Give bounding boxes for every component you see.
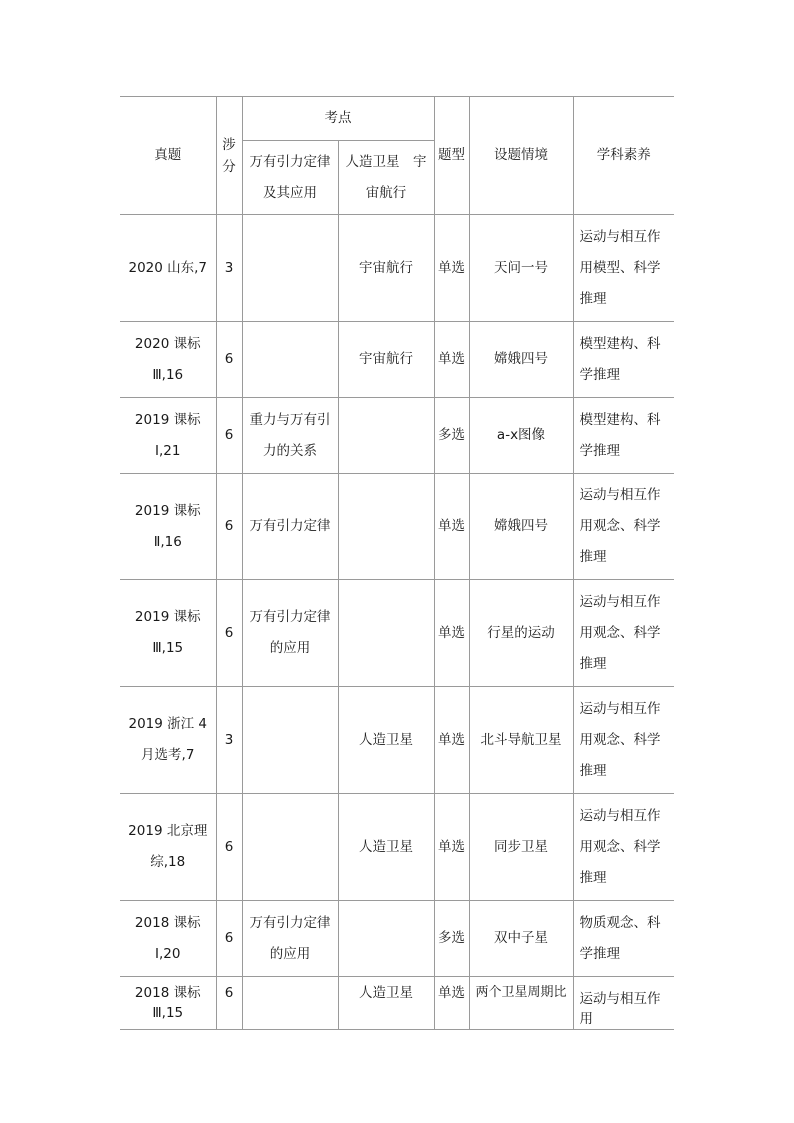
cell-gravity <box>242 794 338 901</box>
cell-score: 6 <box>216 977 242 1030</box>
cell-gravity <box>242 215 338 322</box>
header-question-type: 题型 <box>434 97 469 215</box>
table-row <box>120 580 674 687</box>
cell-score: 6 <box>216 474 242 580</box>
cell-question-type: 单选 <box>434 794 469 901</box>
cell-gravity <box>242 322 338 398</box>
header-scenario: 设题情境 <box>469 97 573 215</box>
table-row <box>120 398 674 474</box>
header-literacy: 学科素养 <box>573 97 674 215</box>
cell-score: 3 <box>216 215 242 322</box>
table-row <box>120 794 674 901</box>
cell-source: 2019 课标Ⅱ,16 <box>120 474 216 580</box>
header-points-group: 考点 <box>242 97 434 141</box>
cell-satellite <box>338 580 434 687</box>
cell-source: 2020 课标Ⅲ,16 <box>120 322 216 398</box>
cell-question-type: 单选 <box>434 977 469 1030</box>
cell-scenario: 嫦娥四号 <box>469 322 573 398</box>
cell-source: 2020 山东,7 <box>120 215 216 322</box>
header-point-gravity: 万有引力定律及其应用 <box>242 141 338 215</box>
cell-scenario: 天问一号 <box>469 215 573 322</box>
table-row <box>120 215 674 322</box>
cell-question-type: 单选 <box>434 322 469 398</box>
table-row <box>120 687 674 794</box>
table-row <box>120 474 674 580</box>
cell-satellite: 人造卫星 <box>338 687 434 794</box>
cell-satellite <box>338 398 434 474</box>
cell-scenario: 两个卫星周期比 <box>469 977 573 1030</box>
cell-scenario: 北斗导航卫星 <box>469 687 573 794</box>
cell-source: 2018 课标Ⅰ,20 <box>120 901 216 977</box>
cell-literacy: 运动与相互作用模型、科学推理 <box>573 215 674 322</box>
exam-analysis-table <box>120 96 674 1030</box>
cell-source: 2019 课标Ⅰ,21 <box>120 398 216 474</box>
header-source: 真题 <box>120 97 216 215</box>
cell-literacy: 运动与相互作用观念、科学推理 <box>573 687 674 794</box>
cell-source: 2019 课标Ⅲ,15 <box>120 580 216 687</box>
cell-gravity <box>242 977 338 1030</box>
cell-gravity: 万有引力定律的应用 <box>242 580 338 687</box>
cell-literacy: 运动与相互作用观念、科学推理 <box>573 580 674 687</box>
header-score: 涉分 <box>216 97 242 215</box>
cell-literacy: 模型建构、科学推理 <box>573 398 674 474</box>
cell-question-type: 单选 <box>434 474 469 580</box>
cell-score: 6 <box>216 398 242 474</box>
cell-question-type: 多选 <box>434 901 469 977</box>
cell-satellite <box>338 474 434 580</box>
table-row <box>120 322 674 398</box>
cell-gravity: 重力与万有引力的关系 <box>242 398 338 474</box>
cell-scenario: a-x图像 <box>469 398 573 474</box>
cell-question-type: 多选 <box>434 398 469 474</box>
cell-gravity <box>242 687 338 794</box>
cell-gravity: 万有引力定律的应用 <box>242 901 338 977</box>
cell-question-type: 单选 <box>434 580 469 687</box>
cell-scenario: 同步卫星 <box>469 794 573 901</box>
cell-source: 2019 北京理综,18 <box>120 794 216 901</box>
cell-scenario: 双中子星 <box>469 901 573 977</box>
cell-literacy: 物质观念、科学推理 <box>573 901 674 977</box>
cell-question-type: 单选 <box>434 687 469 794</box>
cell-score: 6 <box>216 580 242 687</box>
cell-source: 2018 课标Ⅲ,15 <box>120 977 216 1030</box>
cell-literacy: 运动与相互作用观念、科学推理 <box>573 794 674 901</box>
cell-score: 6 <box>216 901 242 977</box>
table-row <box>120 977 674 1030</box>
cell-satellite: 人造卫星 <box>338 794 434 901</box>
cell-literacy: 模型建构、科学推理 <box>573 322 674 398</box>
cell-satellite: 人造卫星 <box>338 977 434 1030</box>
cell-source: 2019 浙江 4 月选考,7 <box>120 687 216 794</box>
cell-gravity: 万有引力定律 <box>242 474 338 580</box>
header-point-satellite: 人造卫星 宇宙航行 <box>338 141 434 215</box>
table-row <box>120 901 674 977</box>
cell-scenario: 行星的运动 <box>469 580 573 687</box>
cell-question-type: 单选 <box>434 215 469 322</box>
cell-literacy: 运动与相互作用 <box>573 977 674 1030</box>
cell-score: 6 <box>216 322 242 398</box>
cell-literacy: 运动与相互作用观念、科学推理 <box>573 474 674 580</box>
cell-scenario: 嫦娥四号 <box>469 474 573 580</box>
cell-satellite <box>338 901 434 977</box>
cell-satellite: 宇宙航行 <box>338 215 434 322</box>
cell-score: 6 <box>216 794 242 901</box>
cell-satellite: 宇宙航行 <box>338 322 434 398</box>
cell-score: 3 <box>216 687 242 794</box>
